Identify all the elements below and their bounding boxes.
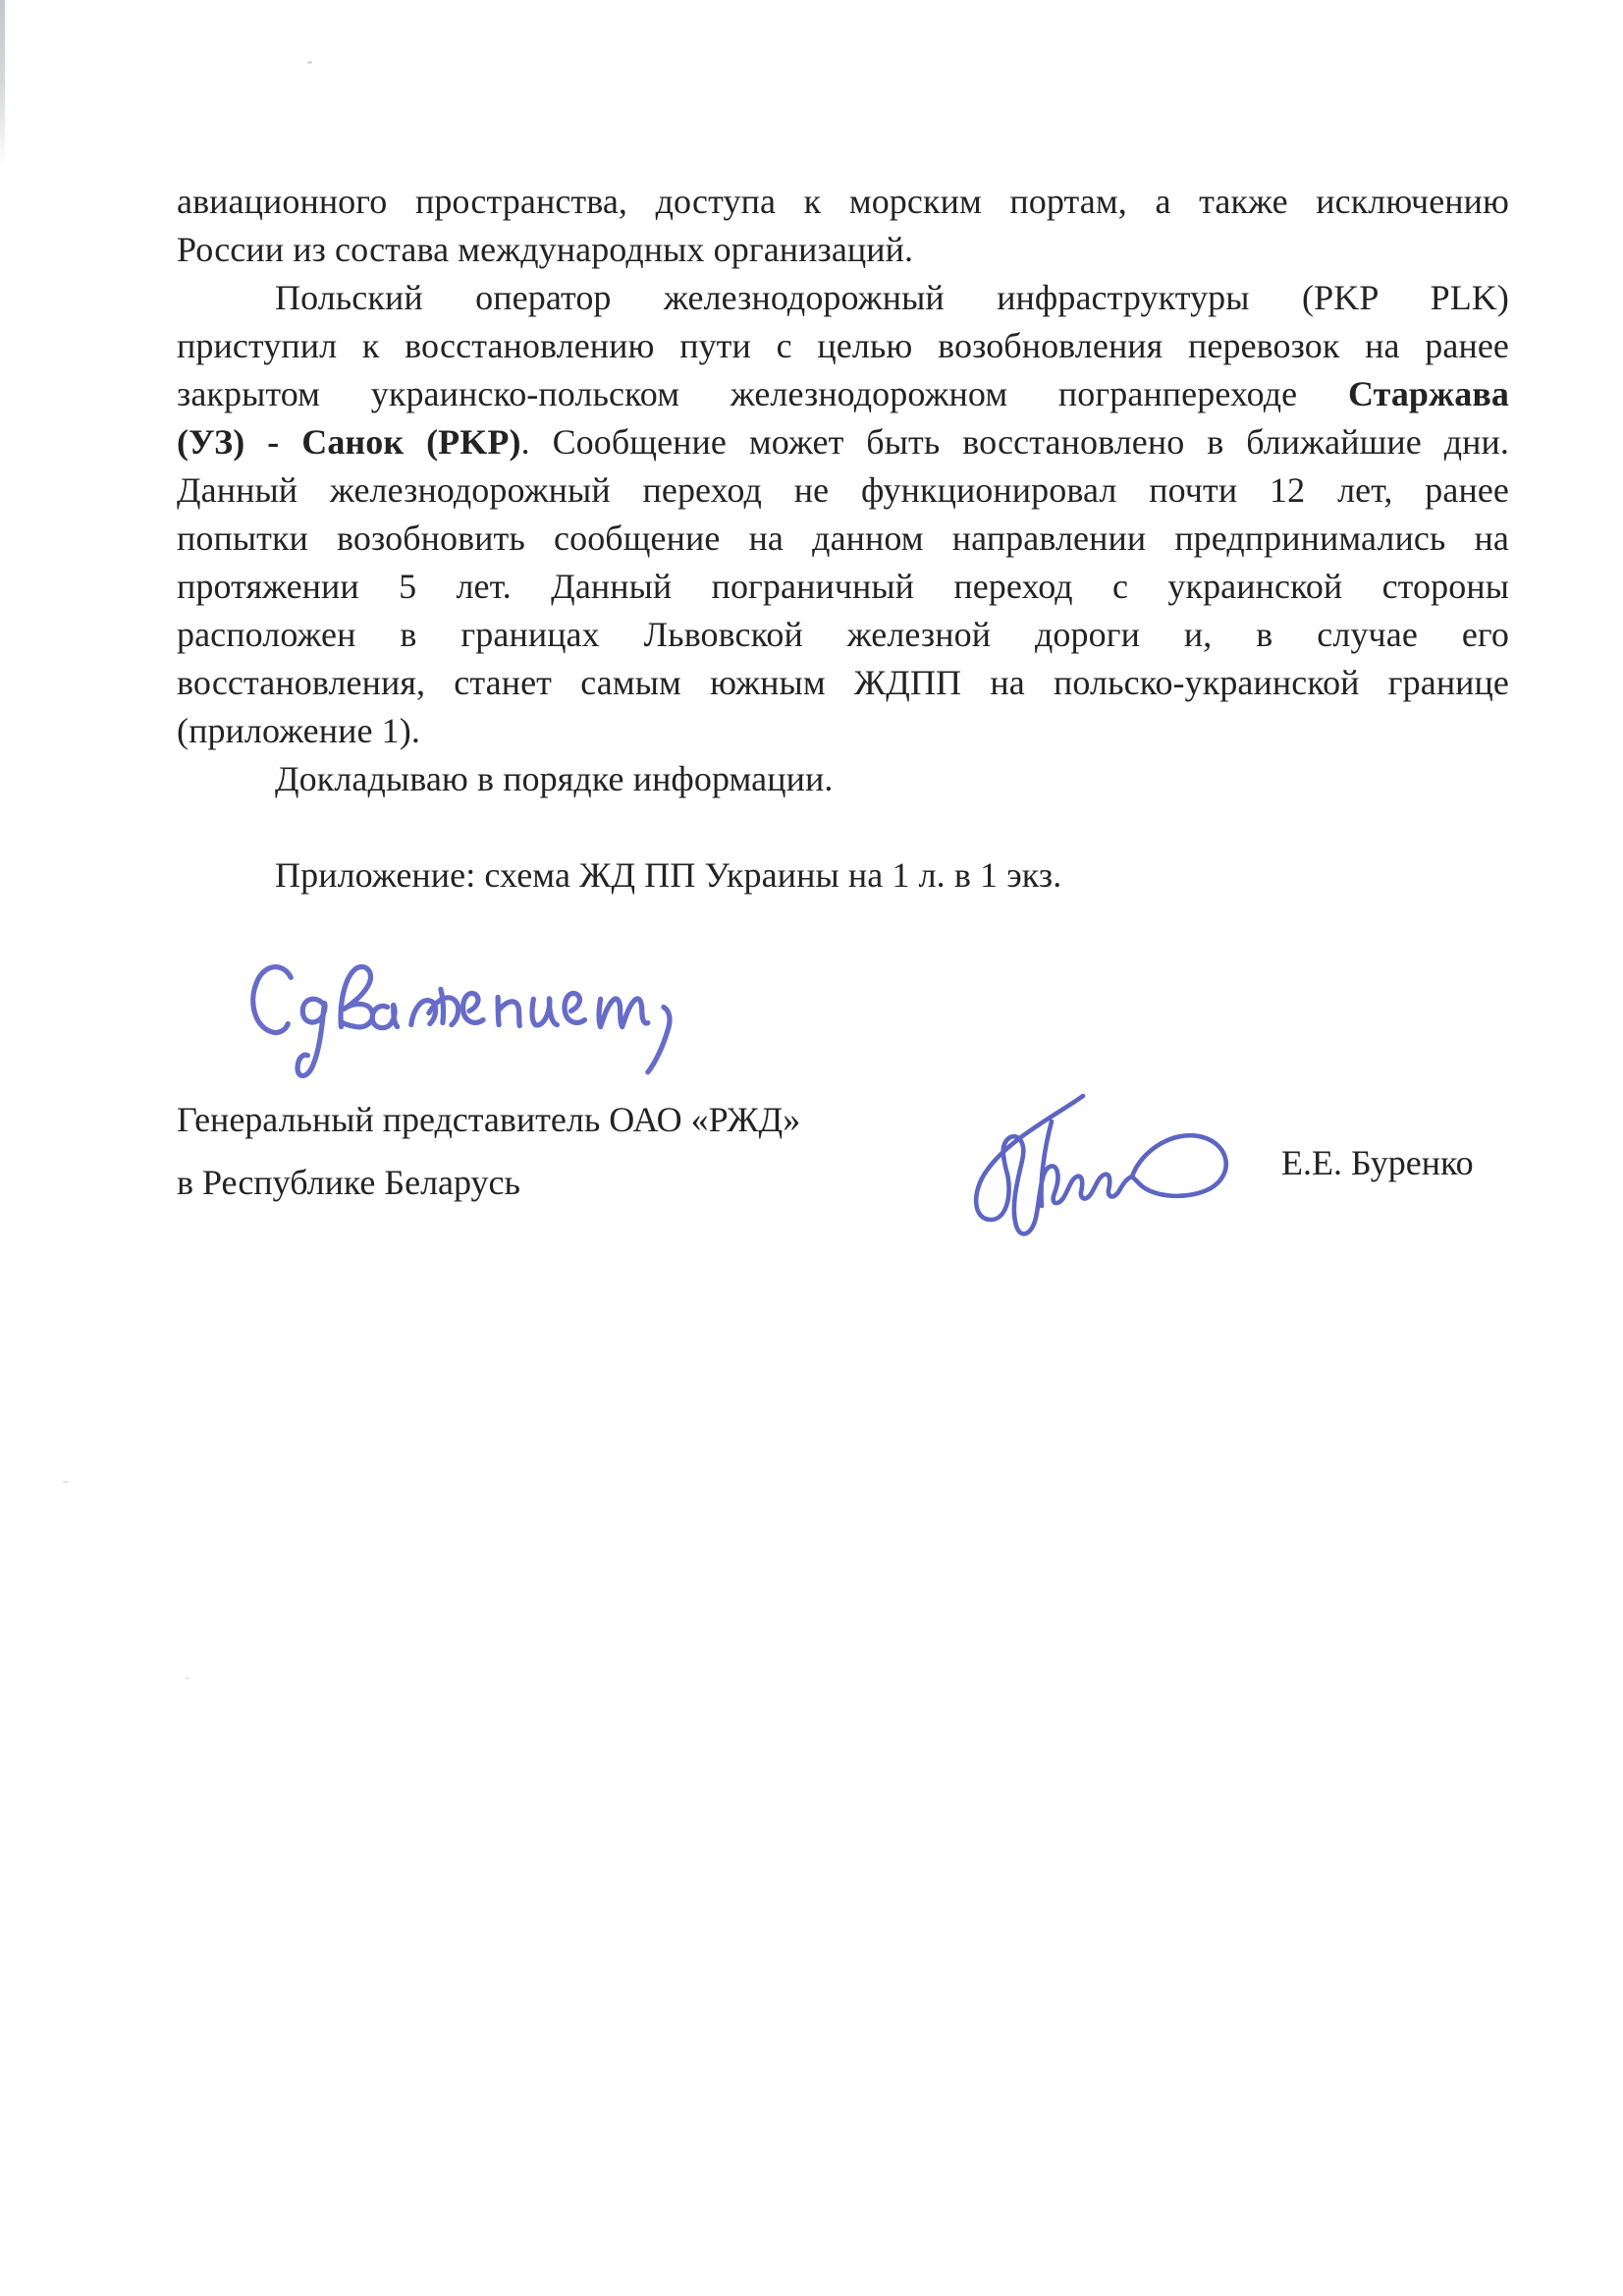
handwriting-stroke	[532, 999, 557, 1025]
handwriting-stroke	[648, 1007, 670, 1071]
signer-position	[177, 1088, 800, 1214]
signer-name: Е.Е. Буренко	[1281, 1143, 1474, 1182]
signature-stroke	[1041, 1121, 1052, 1206]
attachment-line: Приложение: схема ЖД ПП Украины на 1 л. в 1 экз.	[275, 855, 1062, 895]
body-line: России из состава международных организаций.	[177, 230, 914, 269]
body-line: расположен в границах Львовской железной дороги и, в случае его	[177, 615, 1509, 654]
scan-edge-artifact	[0, 0, 5, 167]
handwritten-salutation	[242, 933, 685, 1098]
signer-position-line: в Республике Беларусь	[177, 1163, 520, 1202]
scan-speck	[63, 1481, 69, 1483]
body-line: приступил к восстановлению пути с целью возобновления перевозок на ранее	[177, 326, 1509, 365]
handwriting-stroke	[253, 967, 291, 1033]
handwriting-stroke	[372, 1005, 397, 1027]
body-line: Данный железнодорожный переход не функционировал почти 12 лет, ранее	[177, 470, 1509, 510]
body-line: авиационного пространства, доступа к морским портам, а также исключению	[177, 182, 1509, 221]
handwriting-stroke	[341, 966, 372, 1026]
body-line: протяжении 5 лет. Данный пограничный переход с украинской стороны	[177, 567, 1509, 606]
body-line: попытки возобновить сообщение на данном направлении предпринимались на	[177, 519, 1509, 558]
body-text-segment: закрытом украинско-польском железнодорожном погранпереходе	[177, 374, 1298, 413]
bold-crossing-name: Старжава	[1347, 374, 1509, 413]
body-line	[177, 418, 1509, 466]
bold-crossing-name: (УЗ) - Санок (PKP)	[177, 422, 521, 462]
handwriting-stroke	[565, 994, 584, 1023]
signature-flourish	[957, 1088, 1247, 1260]
handwriting-strokes	[242, 933, 685, 1098]
handwriting-stroke	[441, 989, 444, 1022]
handwriting-stroke	[463, 994, 483, 1023]
body-line: восстановления, станет самым южным ЖДПП на польско-украинской границе	[177, 663, 1509, 702]
body-line: (приложение 1).	[177, 711, 420, 750]
body-text-segment: . Сообщение может быть восстановлено в ближайшие дни.	[520, 422, 1509, 462]
handwriting-stroke	[498, 997, 519, 1025]
body-line: Польский оператор железнодорожный инфраструктуры (PKP PLK)	[275, 278, 1509, 317]
handwriting-stroke	[599, 999, 648, 1027]
signature-stroke	[976, 1096, 1132, 1233]
handwriting-stroke	[298, 999, 325, 1075]
letter-body	[177, 178, 1509, 900]
scan-speck	[185, 1677, 189, 1679]
signature-stroke	[1132, 1135, 1226, 1196]
scan-speck	[307, 61, 312, 64]
signer-position-line: Генеральный представитель ОАО «РЖД»	[177, 1100, 801, 1139]
body-line: Докладываю в порядке информации.	[275, 759, 834, 798]
body-line	[177, 370, 1509, 418]
